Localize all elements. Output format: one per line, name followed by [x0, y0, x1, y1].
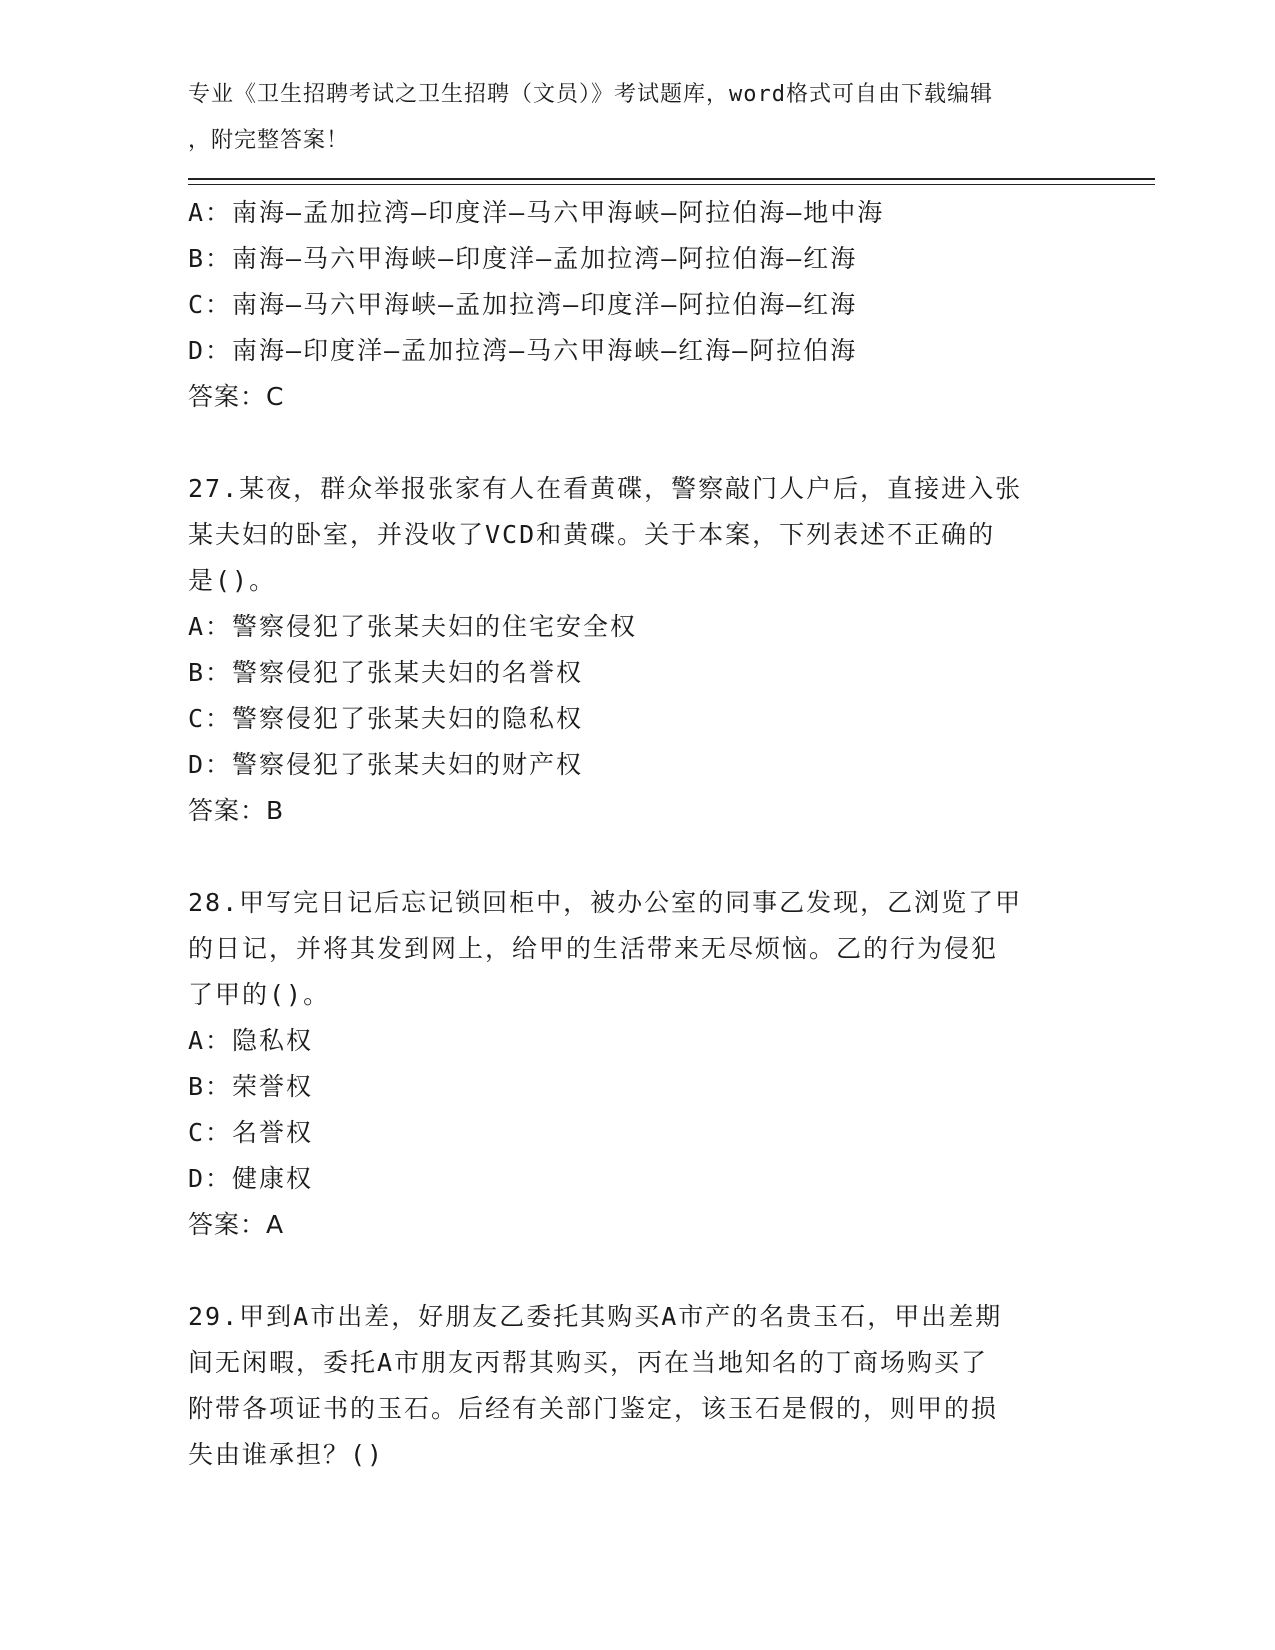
question-text-line: 29.甲到A市出差，好朋友乙委托其购买A市产的名贵玉石，甲出差期 — [188, 1302, 1003, 1331]
answer-line: 答案：A — [188, 1210, 285, 1239]
question-text-line: 的日记，并将其发到网上，给甲的生活带来无尽烦恼。乙的行为侵犯 — [188, 934, 999, 963]
option-a: A：隐私权 — [188, 1026, 314, 1055]
question-text-line: 了甲的()。 — [188, 980, 331, 1009]
option-b: B：荣誉权 — [188, 1072, 314, 1101]
spacer — [188, 420, 1088, 466]
option-d: D：警察侵犯了张某夫妇的财产权 — [188, 750, 584, 779]
answer-line: 答案：B — [188, 796, 285, 825]
question-text-line: 27.某夜，群众举报张家有人在看黄碟，警察敲门人户后，直接进入张 — [188, 474, 1023, 503]
question-text-line: 间无闲暇，委托A市朋友丙帮其购买，丙在当地知名的丁商场购买了 — [188, 1348, 989, 1377]
option-b: B：警察侵犯了张某夫妇的名誉权 — [188, 658, 584, 687]
option-c: C：名誉权 — [188, 1118, 314, 1147]
question-29 — [188, 1294, 1088, 1478]
question-28 — [188, 880, 1088, 1248]
question-text-line: 失由谁承担？() — [188, 1440, 385, 1469]
header-line-1: 专业《卫生招聘考试之卫生招聘（文员）》考试题库，word格式可自由下载编辑 — [188, 82, 993, 107]
spacer — [188, 834, 1088, 880]
option-b: B：南海—马六甲海峡—印度洋—孟加拉湾—阿拉伯海—红海 — [188, 244, 858, 273]
spacer — [188, 1248, 1088, 1294]
header-line-2: ，附完整答案！ — [188, 128, 350, 153]
header-rule-thin — [188, 184, 1155, 185]
document-header — [188, 72, 1088, 164]
question-text-line: 附带各项证书的玉石。后经有关部门鉴定，该玉石是假的，则甲的损 — [188, 1394, 999, 1423]
option-a: A：警察侵犯了张某夫妇的住宅安全权 — [188, 612, 638, 641]
question-list — [188, 190, 1088, 1478]
question-27 — [188, 466, 1088, 834]
option-c: C：警察侵犯了张某夫妇的隐私权 — [188, 704, 584, 733]
option-d: D：健康权 — [188, 1164, 314, 1193]
question-text-line: 某夫妇的卧室，并没收了VCD和黄碟。关于本案，下列表述不正确的 — [188, 520, 996, 549]
header-rule-thick — [188, 178, 1155, 180]
answer-line: 答案：C — [188, 382, 285, 411]
option-c: C：南海—马六甲海峡—孟加拉湾—印度洋—阿拉伯海—红海 — [188, 290, 858, 319]
question-26 — [188, 190, 1088, 420]
question-text-line: 28.甲写完日记后忘记锁回柜中，被办公室的同事乙发现，乙浏览了甲 — [188, 888, 1023, 917]
question-text-line: 是()。 — [188, 566, 277, 595]
option-d: D：南海—印度洋—孟加拉湾—马六甲海峡—红海—阿拉伯海 — [188, 336, 858, 365]
option-a: A：南海—孟加拉湾—印度洋—马六甲海峡—阿拉伯海—地中海 — [188, 198, 885, 227]
